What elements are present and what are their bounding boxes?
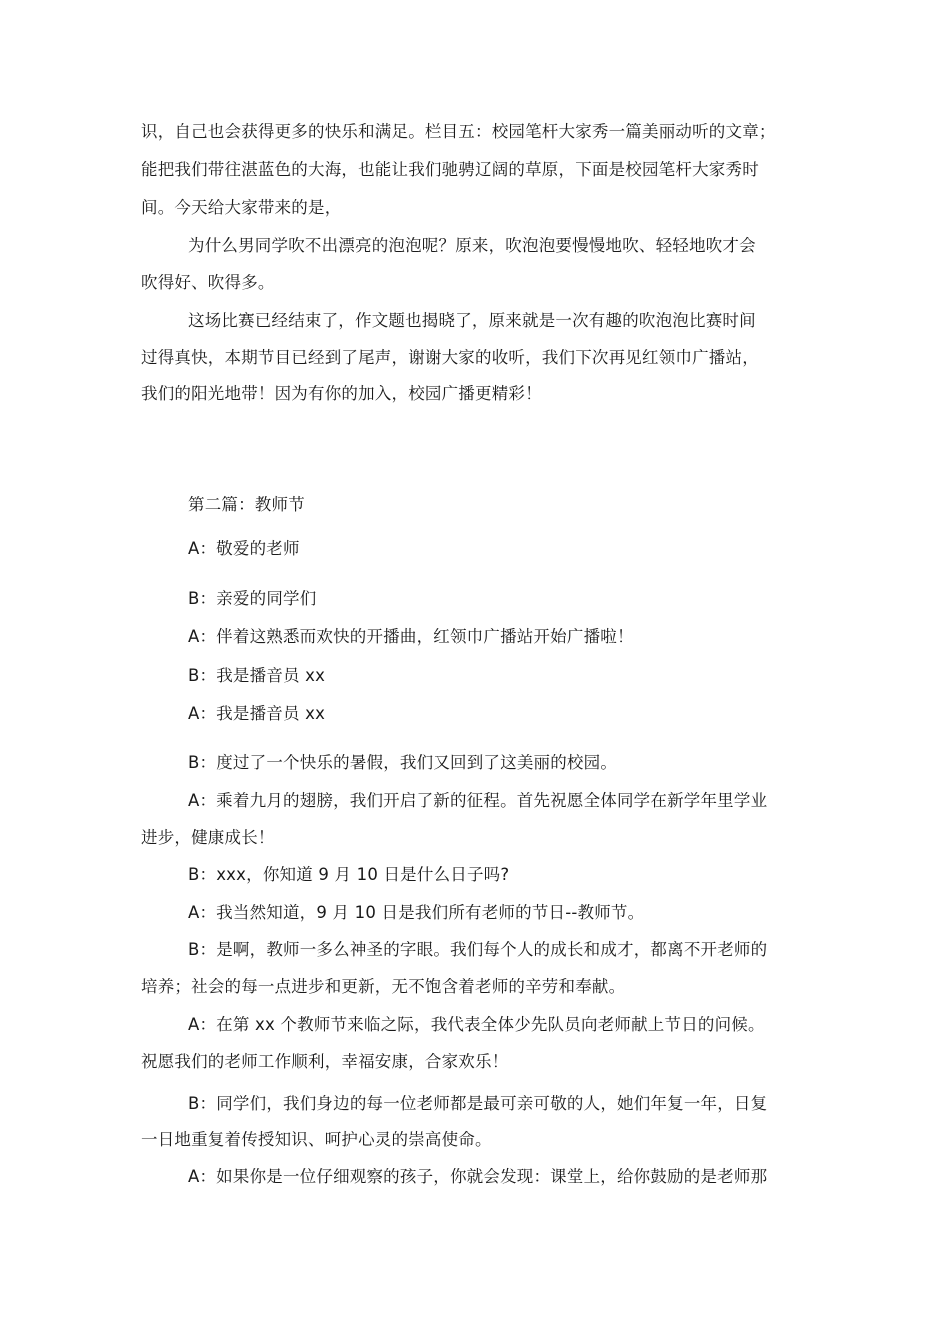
text-line: 能把我们带往湛蓝色的大海，也能让我们驰骋辽阔的草原，下面是校园笔杆大家秀时 — [141, 160, 759, 179]
dialogue-line: A：敬爱的老师 — [188, 539, 300, 558]
dialogue-line: B：是啊，教师一多么神圣的字眼。我们每个人的成长和成才，都离不开老师的 — [188, 940, 768, 959]
dialogue-line: A：如果你是一位仔细观察的孩子，你就会发现：课堂上，给你鼓励的是老师那 — [188, 1167, 768, 1186]
dialogue-line: B：亲爱的同学们 — [188, 589, 317, 608]
dialogue-line: A：我是播音员 xx — [188, 704, 326, 723]
dialogue-line: 一日地重复着传授知识、呵护心灵的崇高使命。 — [141, 1130, 492, 1149]
text-line: 间。今天给大家带来的是， — [141, 198, 342, 217]
text-line: 为什么男同学吹不出漂亮的泡泡呢？原来，吹泡泡要慢慢地吹、轻轻地吹才会 — [188, 236, 756, 255]
dialogue-line: 祝愿我们的老师工作顺利，幸福安康，合家欢乐！ — [141, 1052, 509, 1071]
text-line: 这场比赛已经结束了，作文题也揭晓了，原来就是一次有趣的吹泡泡比赛时间 — [188, 311, 756, 330]
text-line: 过得真快，本期节目已经到了尾声，谢谢大家的收听，我们下次再见红领巾广播站， — [141, 348, 759, 367]
dialogue-line: B：度过了一个快乐的暑假，我们又回到了这美丽的校园。 — [188, 753, 618, 772]
dialogue-line: B：同学们，我们身边的每一位老师都是最可亲可敬的人，她们年复一年，日复 — [188, 1094, 768, 1113]
dialogue-line: B：我是播音员 xx — [188, 666, 326, 685]
dialogue-line: A：伴着这熟悉而欢快的开播曲，红领巾广播站开始广播啦！ — [188, 627, 634, 646]
text-line: 识，自己也会获得更多的快乐和满足。栏目五：校园笔杆大家秀一篇美丽动听的文章； — [141, 122, 776, 141]
dialogue-line: A：我当然知道，9 月 10 日是我们所有老师的节日--教师节。 — [188, 903, 645, 922]
dialogue-line: A：乘着九月的翅膀，我们开启了新的征程。首先祝愿全体同学在新学年里学业 — [188, 791, 768, 810]
section-heading: 第二篇：教师节 — [188, 495, 305, 514]
dialogue-line: B：xxx，你知道 9 月 10 日是什么日子吗? — [188, 865, 510, 884]
text-line: 吹得好、吹得多。 — [141, 273, 275, 292]
dialogue-line: 培养；社会的每一点进步和更新，无不饱含着老师的辛劳和奉献。 — [141, 977, 626, 996]
dialogue-line: 进步，健康成长！ — [141, 828, 275, 847]
dialogue-line: A：在第 xx 个教师节来临之际，我代表全体少先队员向老师献上节日的问候。 — [188, 1015, 765, 1034]
text-line: 我们的阳光地带！因为有你的加入，校园广播更精彩！ — [141, 384, 542, 403]
